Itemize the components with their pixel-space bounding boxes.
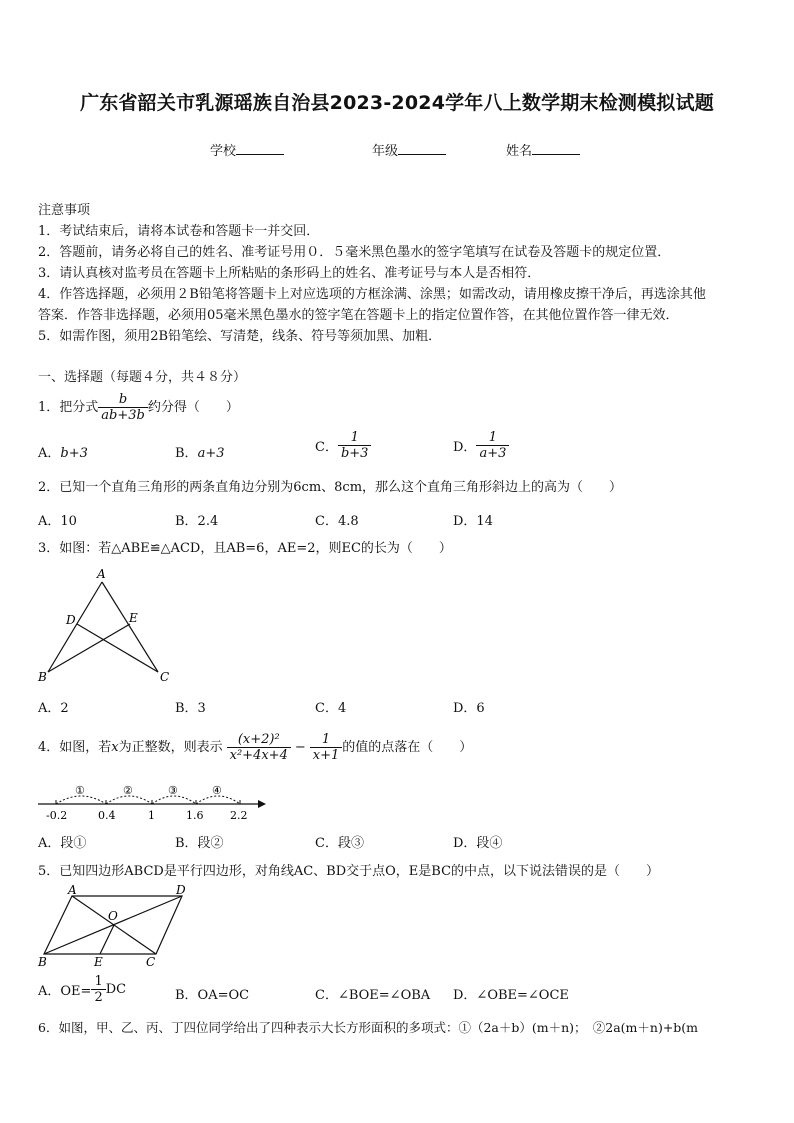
segment-label: ① <box>75 784 85 797</box>
option-fraction <box>476 430 509 461</box>
frac-num: 1 <box>488 430 498 445</box>
q4-fraction-1 <box>227 732 291 763</box>
frac-den: x²+4x+4 <box>227 747 291 763</box>
notice-item: 2．答题前，请务必将自己的姓名、准考证号用０．５毫米黑色墨水的签字笔填写在试卷及答题卡的规定位置． <box>38 245 671 260</box>
option-letter: D． <box>453 440 477 455</box>
option-letter: A． <box>38 446 61 461</box>
q4-option-c[interactable]: C．段③ <box>315 836 364 851</box>
q1-option-d[interactable] <box>453 430 509 461</box>
notice-item: 1．考试结束后，请将本试卷和答题卡一并交回． <box>38 224 320 239</box>
edge-ac <box>102 582 158 672</box>
point-a-label: A <box>97 567 106 581</box>
number-line-arrow <box>258 800 266 808</box>
option-value: a+3 <box>197 446 225 461</box>
q5-option-a[interactable] <box>38 974 126 1005</box>
q4-fraction-2 <box>310 732 343 763</box>
frac-num: 1 <box>94 974 103 989</box>
edge-ab <box>48 582 102 672</box>
frac-den: a+3 <box>476 445 509 461</box>
q4-option-b[interactable]: B．段② <box>175 836 224 851</box>
q3-option-d[interactable]: D．6 <box>453 701 485 716</box>
q1-option-b[interactable] <box>175 442 224 461</box>
frac-den: b+3 <box>338 445 372 461</box>
option-suffix: DC <box>105 982 127 997</box>
point-d-label: D <box>66 613 76 627</box>
question-4 <box>38 732 472 763</box>
q1-suffix: 约分得（ ） <box>147 399 239 415</box>
grade-field <box>372 140 446 159</box>
q1-option-a[interactable] <box>38 442 88 461</box>
name-label: 姓名 <box>506 144 533 159</box>
segment-label: ④ <box>212 784 222 797</box>
page-title: 广东省韶关市乳源瑶族自治县2023-2024学年八上数学期末检测模拟试题 <box>80 92 714 114</box>
question-5: 5．已知四边形ABCD是平行四边形，对角线AC、BD交于点O，E是BC的中点，以下说法错误的是（ ） <box>38 864 660 879</box>
q3-triangle-figure <box>30 564 180 688</box>
q1-frac-num: b <box>118 392 128 407</box>
question-2: 2．已知一个直角三角形的两条直角边分别为6cm、8cm，那么这个直角三角形斜边上的高为（ ） <box>38 480 623 495</box>
q4-middle: 为正整数，则表示 <box>118 739 223 755</box>
point-d-label: D <box>176 884 186 897</box>
q4-minus: − <box>294 739 306 755</box>
option-value: b+3 <box>60 446 88 461</box>
q2-option-d[interactable]: D．14 <box>453 514 493 529</box>
frac-num: 1 <box>350 430 359 445</box>
point-a-label: A <box>68 884 77 897</box>
q2-option-a[interactable]: A．10 <box>38 514 77 529</box>
notice-item: 4．作答选择题，必须用２B铅笔将答题卡上对应选项的方框涂满、涂黑；如需改动，请用橡皮擦干净后，再选涂其他 <box>38 287 706 302</box>
frac-den: 2 <box>91 989 105 1005</box>
segment-arc <box>152 796 196 804</box>
point-b-label: B <box>38 955 47 969</box>
option-fraction <box>338 430 372 461</box>
school-field <box>210 140 284 159</box>
q2-option-c[interactable]: C．4.8 <box>315 514 359 529</box>
segment-arc <box>196 796 240 804</box>
segment-label: ③ <box>168 784 178 797</box>
segment-arc <box>56 796 106 804</box>
diagonal-bd <box>44 896 182 954</box>
school-blank <box>236 142 284 155</box>
q5-option-c[interactable]: C．∠BOE=∠OBA <box>315 988 431 1003</box>
tick-label: -0.2 <box>46 809 68 822</box>
question-3: 3．如图：若△ABE≌△ACD，且AB=6，AE=2，则EC的长为（ ） <box>38 541 452 556</box>
grade-label: 年级 <box>372 144 399 159</box>
q3-option-c[interactable]: C．4 <box>315 701 347 716</box>
q4-option-d[interactable]: D．段④ <box>453 836 503 851</box>
point-b-label: B <box>38 670 47 684</box>
frac-num: (x+2)² <box>237 732 280 747</box>
tick-label: 2.2 <box>230 809 248 822</box>
q4-number-line <box>34 780 274 822</box>
point-c-label: C <box>146 955 156 969</box>
point-o-label: O <box>108 909 118 923</box>
q1-fraction <box>98 392 148 423</box>
q4-prefix: 4．如图，若 <box>38 739 112 755</box>
q5-option-d[interactable]: D．∠OBE=∠OCE <box>453 988 569 1003</box>
option-prefix: A．OE= <box>38 984 92 999</box>
segment-label: ② <box>123 784 133 797</box>
q4-option-a[interactable]: A．段① <box>38 836 87 851</box>
tick-label: 0.4 <box>98 809 116 822</box>
point-e-label: E <box>94 955 103 969</box>
q2-option-b[interactable]: B．2.4 <box>175 514 219 529</box>
question-1 <box>38 392 239 423</box>
school-label: 学校 <box>210 144 237 159</box>
q5-parallelogram-figure <box>30 884 200 974</box>
tick-label: 1 <box>148 809 155 822</box>
tick-label: 1.6 <box>186 809 204 822</box>
notice-item: 3．请认真核对监考员在答题卡上所粘贴的条形码上的姓名、准考证号与本人是否相符． <box>38 266 541 281</box>
q3-option-b[interactable]: B．3 <box>175 701 206 716</box>
name-field <box>506 140 580 159</box>
grade-blank <box>398 142 446 155</box>
q1-option-c[interactable] <box>315 430 371 461</box>
point-e-label: E <box>129 611 138 625</box>
q4-variable: x <box>111 739 119 755</box>
notice-item: 5．如需作图，须用2B铅笔绘、写清楚，线条、符号等须加黑、加粗． <box>38 329 442 344</box>
q1-frac-den: ab+3b <box>98 407 148 423</box>
point-c-label: C <box>160 670 170 684</box>
frac-num: 1 <box>321 732 331 747</box>
notice-heading: 注意事项 <box>38 203 91 218</box>
frac-den: x+1 <box>310 747 343 763</box>
option-letter: C． <box>315 440 338 455</box>
q4-suffix: 的值的点落在（ ） <box>342 739 473 755</box>
q5-option-b[interactable]: B．OA=OC <box>175 988 250 1003</box>
segment-arc <box>106 796 152 804</box>
name-blank <box>532 142 580 155</box>
q3-option-a[interactable]: A．2 <box>38 701 69 716</box>
option-letter: B． <box>175 446 198 461</box>
q1-prefix: 1．把分式 <box>38 399 99 415</box>
question-6: 6．如图，甲、乙、丙、丁四位同学给出了四种表示大长方形面积的多项式：①（2a＋b）(m＋n)； ②2a(m＋n)+b(m <box>38 1020 699 1035</box>
section-heading: 一、选择题（每题４分，共４８分） <box>38 370 247 385</box>
option-fraction <box>91 974 105 1005</box>
notice-item: 答案．作答非选择题，必须用05毫米黑色墨水的签字笔在答题卡上的指定位置作答，在其他位置作答一律无效． <box>38 308 679 323</box>
